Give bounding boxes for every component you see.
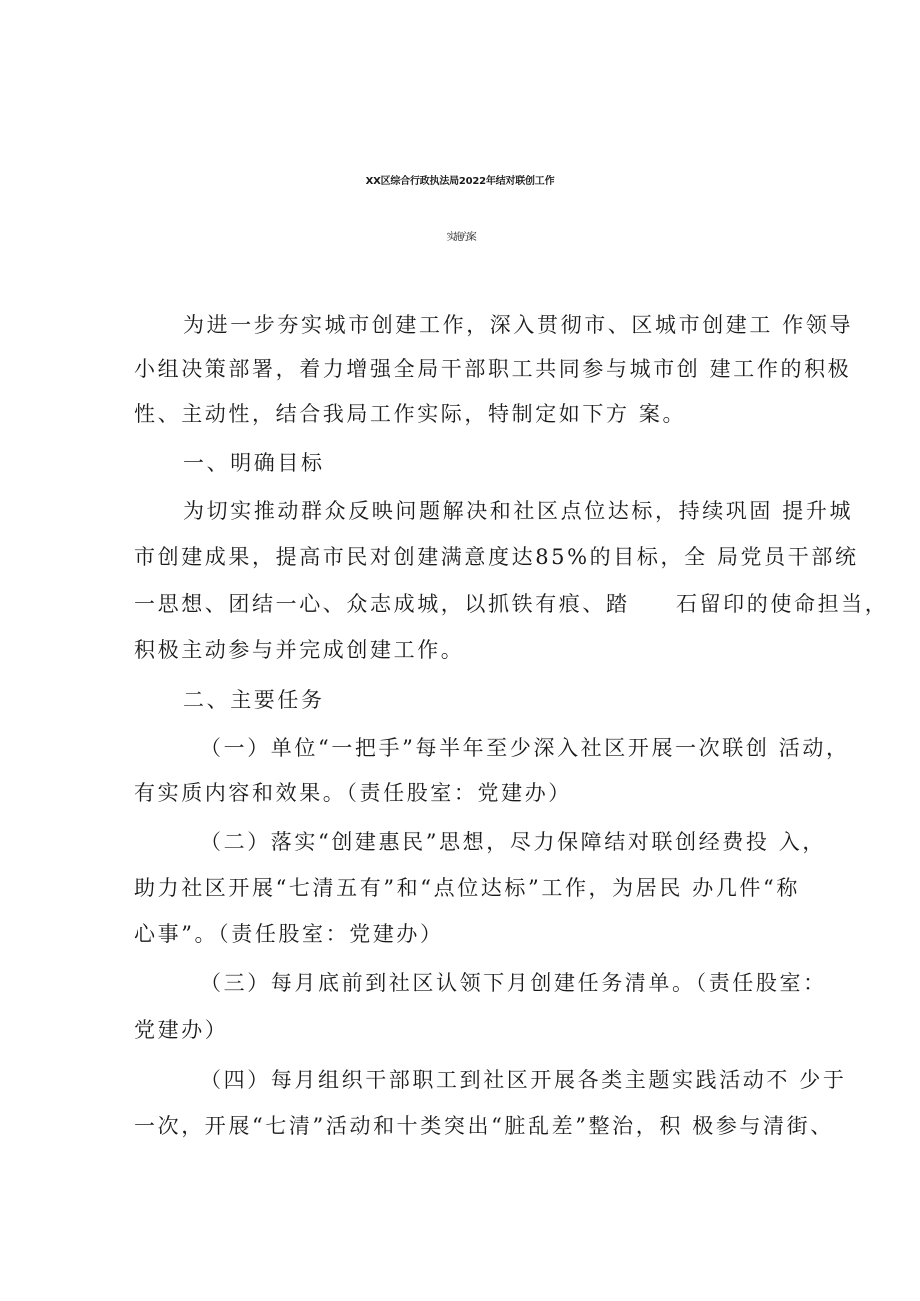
goals-paragraph-line: 市创建成果，提高市民对创建满意度达85%的目标，全 局党员干部统	[134, 545, 859, 569]
task-item-line: （二）落实“创建惠民”思想，尽力保障结对联创经费投 入，	[200, 830, 826, 854]
task-item-line: （四）每月组织干部职工到社区开展各类主题实践活动不 少于	[200, 1068, 847, 1092]
document-title-line-2: 实施方案	[446, 232, 474, 243]
intro-paragraph-line: 性、主动性，结合我局工作实际，特制定如下方 案。	[134, 402, 687, 426]
task-item-line: 助力社区开展“七清五有”和“点位达标”工作，为居民 办几件“称	[134, 876, 800, 900]
intro-paragraph-line: 小组决策部署，着力增强全局干部职工共同参与城市创 建工作的积极	[134, 357, 852, 381]
task-item-line: 心事”。（责任股室：党建办）	[134, 922, 444, 946]
goals-paragraph-line: 为切实推动群众反映问题解决和社区点位达标，持续巩固 提升城	[183, 499, 854, 523]
task-item-line: 有实质内容和效果。（责任股室：党建办）	[134, 781, 572, 805]
document-title-line-1: XX区综合行政执法局2022年结对联创工作	[365, 176, 555, 187]
task-item-line: 一次，开展“七清”活动和十类突出“脏乱差”整治，积 极参与清街、	[134, 1114, 834, 1138]
task-item-line: 党建办）	[134, 1018, 229, 1042]
goals-paragraph-line: 一思想、团结一心、众志成城，以抓铁有痕、踏 石留印的使命担当，	[134, 592, 889, 616]
section-heading-tasks: 二、主要任务	[183, 688, 325, 712]
goals-paragraph-line: 积极主动参与并完成创建工作。	[134, 638, 465, 662]
section-heading-goals: 一、明确目标	[183, 451, 325, 475]
intro-paragraph-line: 为进一步夯实城市创建工作，深入贯彻市、区城市创建工 作领导	[183, 313, 854, 337]
task-item-line: （一）单位“一把手”每半年至少深入社区开展一次联创 活动，	[200, 736, 850, 760]
task-item-line: （三）每月底前到社区认领下月创建任务清单。（责任股室：	[200, 971, 827, 995]
